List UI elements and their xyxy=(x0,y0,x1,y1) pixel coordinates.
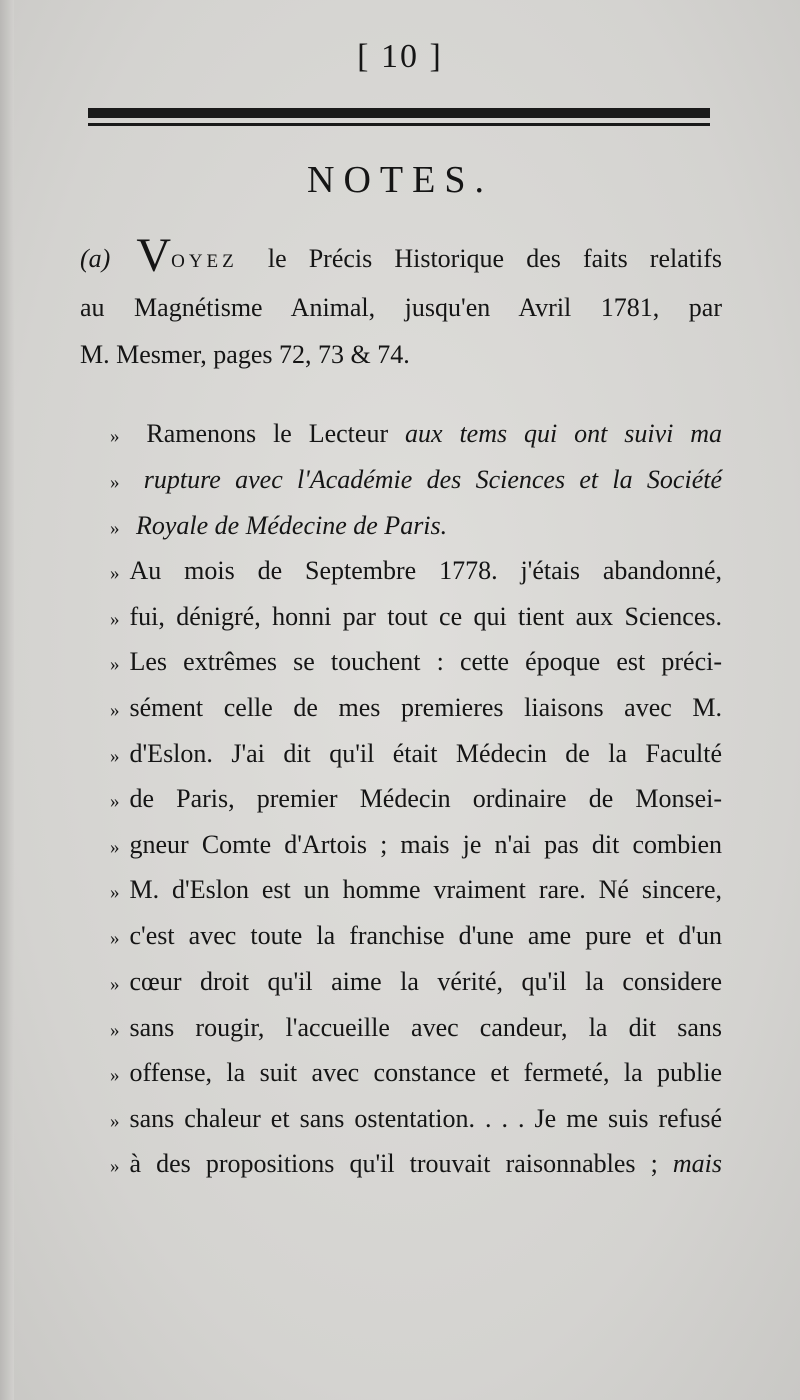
quote-mark: » xyxy=(110,472,120,493)
thick-rule xyxy=(88,108,710,118)
italic-quote-line-2 xyxy=(110,464,722,499)
paragraph-line-8-text: M. d'Eslon est un homme vraiment rare. Né sincere, xyxy=(129,875,722,904)
quote-mark: » xyxy=(110,837,120,858)
italic-quote-line-3 xyxy=(110,510,722,545)
paragraph-line-6-text: de Paris, premier Médecin ordinaire de Monsei- xyxy=(129,784,722,813)
smallcaps-word: OYEZ xyxy=(171,251,238,272)
paragraph-line-14 xyxy=(110,1148,722,1183)
paragraph-line-10 xyxy=(110,966,722,1001)
italic-quote-line-1-normal: Ramenons le Lecteur xyxy=(146,419,389,448)
quote-mark: » xyxy=(110,426,120,447)
page-spine-shadow xyxy=(0,0,14,1400)
quote-mark: » xyxy=(110,974,120,995)
paragraph-line-13 xyxy=(110,1103,722,1138)
paragraph-line-7-text: gneur Comte d'Artois ; mais je n'ai pas dit combien xyxy=(129,830,722,859)
drop-cap: V xyxy=(136,229,172,282)
quote-mark: » xyxy=(110,518,120,539)
paragraph-line-6 xyxy=(110,783,722,818)
paragraph-line-5 xyxy=(110,738,722,773)
paragraph-line-2 xyxy=(110,601,722,636)
quote-mark: » xyxy=(110,928,120,949)
italic-quote-line-3-text: Royale de Médecine de Paris. xyxy=(136,511,448,540)
quote-mark: » xyxy=(110,1065,120,1086)
paragraph-line-10-text: cœur droit qu'il aime la vérité, qu'il la considere xyxy=(129,967,722,996)
italic-quote-line-2-text: rupture avec l'Académie des Sciences et la Société xyxy=(143,465,723,494)
italic-quote-line-1-italic: aux tems qui ont suivi ma xyxy=(405,419,723,448)
intro-line-3: M. Mesmer, pages 72, 73 & 74. xyxy=(80,340,410,369)
paragraph-line-11 xyxy=(110,1012,722,1047)
paragraph-line-5-text: d'Eslon. J'ai dit qu'il était Médecin de la Faculté xyxy=(129,739,722,768)
paragraph-line-13-text: sans chaleur et sans ostentation. . . . Je me suis refusé xyxy=(129,1104,722,1133)
paragraph-line-3-text: Les extrêmes se touchent : cette époque est préci- xyxy=(129,647,722,676)
intro-line-1-text: le Précis Historique des faits relatifs xyxy=(267,244,722,273)
paragraph-line-1 xyxy=(110,555,722,590)
thin-rule xyxy=(88,123,710,126)
paragraph-line-4-text: sément celle de mes premieres liaisons avec M. xyxy=(129,693,722,722)
paragraph-line-11-text: sans rougir, l'accueille avec candeur, la dit sans xyxy=(129,1013,722,1042)
quote-mark: » xyxy=(110,1020,120,1041)
notes-heading: NOTES. xyxy=(307,159,493,201)
paragraph-line-3 xyxy=(110,646,722,681)
paragraph-line-1-text: Au mois de Septembre 1778. j'étais abandonné, xyxy=(129,556,722,585)
note-reference: (a) xyxy=(80,244,111,273)
intro-line-2: au Magnétisme Animal, jusqu'en Avril 1781, par xyxy=(80,293,722,322)
quote-mark: » xyxy=(110,882,120,903)
paragraph-line-4 xyxy=(110,692,722,727)
paragraph-line-14-italic: mais xyxy=(672,1149,722,1178)
quote-mark: » xyxy=(110,563,120,584)
intro-line-1 xyxy=(80,229,722,282)
quote-mark: » xyxy=(110,1111,120,1132)
quote-mark: » xyxy=(110,746,120,767)
paragraph-line-12-text: offense, la suit avec constance et fermeté, la publie xyxy=(129,1058,722,1087)
header-double-rule xyxy=(88,108,710,127)
paragraph-line-12 xyxy=(110,1057,722,1092)
paragraph-line-14-text: à des propositions qu'il trouvait raisonnables ; xyxy=(129,1149,658,1178)
quote-mark: » xyxy=(110,791,120,812)
quote-mark: » xyxy=(110,1156,120,1177)
page-number: [ 10 ] xyxy=(357,38,443,75)
quote-mark: » xyxy=(110,700,120,721)
paragraph-line-7 xyxy=(110,829,722,864)
quote-mark: » xyxy=(110,654,120,675)
paragraph-line-8 xyxy=(110,874,722,909)
paragraph-line-2-text: fui, dénigré, honni par tout ce qui tient aux Sciences. xyxy=(129,602,722,631)
italic-quote-line-1 xyxy=(110,418,722,453)
quote-mark: » xyxy=(110,609,120,630)
paragraph-line-9-text: c'est avec toute la franchise d'une ame pure et d'un xyxy=(129,921,722,950)
paragraph-line-9 xyxy=(110,920,722,955)
